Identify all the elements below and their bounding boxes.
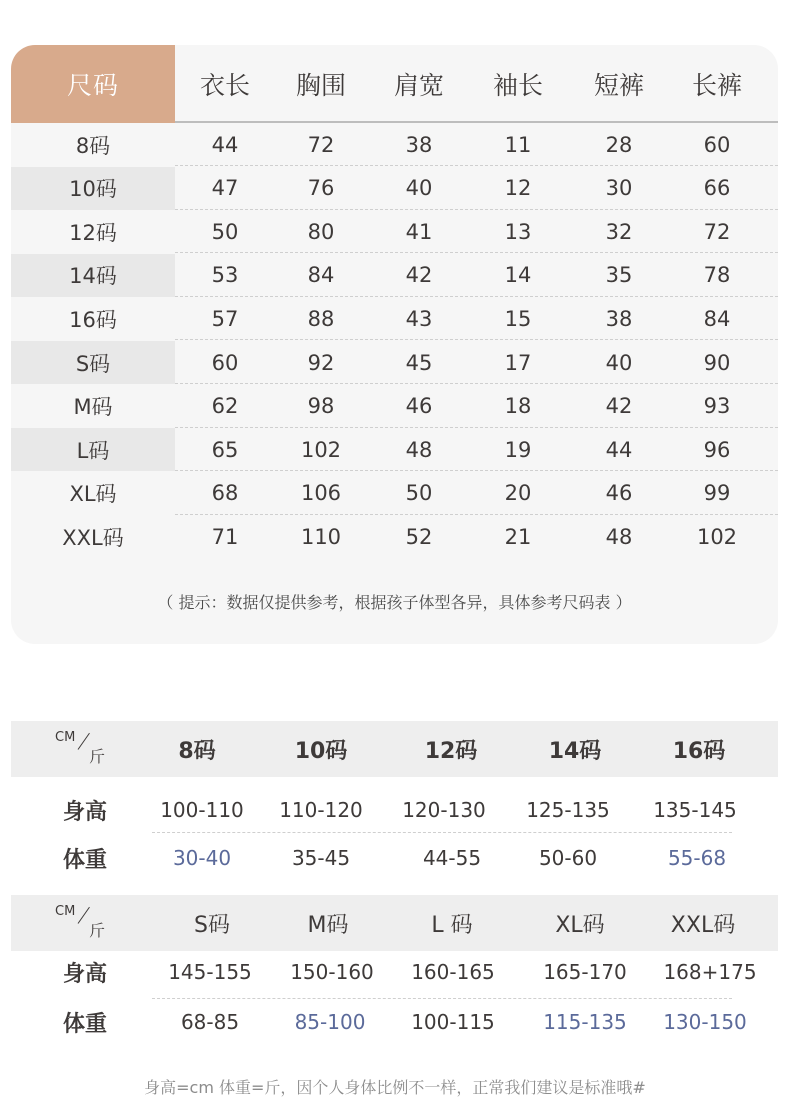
size-value-cell: 44 [211,132,239,157]
height-value: 145-155 [168,960,252,984]
size-row [11,254,778,297]
size-value-cell: 43 [405,306,433,331]
size-value-cell: 60 [703,132,731,157]
unit-jin: 斤 [89,747,106,766]
unit-cm: CM [55,730,76,745]
size-column-header: 16码 [672,738,726,764]
unit-mark [55,730,115,770]
size-value-cell: 15 [504,306,532,331]
size-row [11,297,778,340]
size-column-header: 12码 [424,738,478,764]
size-label: 16码 [69,307,117,332]
size-value-cell: 98 [307,394,335,419]
size-label: 10码 [11,167,175,210]
hw-table-1-height-row [11,786,778,834]
hw-table-2-weight-row [11,998,778,1046]
weight-label: 体重 [62,847,107,873]
height-value: 125-135 [526,798,610,822]
weight-value: 50-60 [538,846,598,870]
weight-value: 68-85 [180,1010,240,1034]
size-label: 14码 [11,254,175,297]
size-value-cell: 44 [605,437,633,462]
size-value-cell: 62 [211,394,239,419]
weight-value: 30-40 [172,846,232,870]
size-label: L码 [11,428,175,471]
size-value-cell: 13 [504,219,532,244]
unit-jin: 斤 [89,921,106,940]
size-value-cell: 28 [605,132,633,157]
size-value-cell: 80 [307,219,335,244]
hw-table-1-weight-row [11,834,778,882]
height-value: 120-130 [402,798,486,822]
hw-table-1-header [11,721,778,777]
size-value-cell: 96 [703,437,731,462]
size-value-cell: 42 [605,394,633,419]
size-column-header: L 码 [431,912,473,938]
size-value-cell: 47 [211,176,239,201]
hw-table-2-height-row [11,948,778,996]
size-value-cell: 60 [211,350,239,375]
size-value-cell: 110 [300,524,342,549]
unit-cm: CM [55,904,76,919]
size-value-cell: 35 [605,263,633,288]
size-value-cell: 50 [211,219,239,244]
height-value: 160-165 [411,960,495,984]
size-value-cell: 57 [211,306,239,331]
size-value-cell: 40 [405,176,433,201]
size-column-header: XXL码 [670,912,736,938]
size-row [11,167,778,210]
size-label: S码 [11,341,175,384]
column-header: 短裤 [593,71,644,100]
height-value: 100-110 [160,798,244,822]
size-value-cell: 46 [405,394,433,419]
size-value-cell: 84 [307,263,335,288]
size-value-cell: 46 [605,481,633,506]
size-column-header: 14码 [548,738,602,764]
size-value-cell: 19 [504,437,532,462]
size-value-cell: 99 [703,481,731,506]
size-row [11,472,778,515]
row-divider [152,832,732,833]
size-value-cell: 14 [504,263,532,288]
size-value-cell: 68 [211,481,239,506]
size-chart-note: （ 提示：数据仅提供参考，根据孩子体型各异，具体参考尺码表 ） [157,593,632,612]
height-value: 150-160 [290,960,374,984]
unit-mark [55,904,115,944]
size-value-cell: 11 [504,132,532,157]
weight-value: 85-100 [294,1010,366,1034]
column-header: 衣长 [199,71,250,100]
size-value-cell: 72 [307,132,335,157]
size-value-cell: 50 [405,481,433,506]
size-value-cell: 53 [211,263,239,288]
size-value-cell: 32 [605,219,633,244]
size-value-cell: 90 [703,350,731,375]
column-header: 袖长 [492,71,543,100]
size-label: XL码 [69,482,117,507]
height-label: 身高 [62,799,107,825]
size-value-cell: 21 [504,524,532,549]
size-label: 12码 [69,220,117,245]
weight-value: 44-55 [422,846,482,870]
size-value-cell: 78 [703,263,731,288]
size-value-cell: 76 [307,176,335,201]
size-row [11,385,778,428]
size-label: M码 [73,395,113,420]
size-row [11,210,778,253]
size-value-cell: 48 [405,437,433,462]
size-value-cell: 40 [605,350,633,375]
size-value-cell: 38 [405,132,433,157]
weight-label: 体重 [62,1011,107,1037]
footer-note: 身高=cm 体重=斤，因个人身体比例不一样，正常我们建议是标准哦# [144,1078,646,1097]
weight-value: 115-135 [543,1010,627,1034]
size-label: 8码 [75,133,111,158]
size-value-cell: 18 [504,394,532,419]
size-value-cell: 42 [405,263,433,288]
size-chart-header [11,45,778,123]
height-value: 165-170 [543,960,627,984]
size-value-cell: 52 [405,524,433,549]
size-value-cell: 65 [211,437,239,462]
size-value-cell: 92 [307,350,335,375]
size-value-cell: 72 [703,219,731,244]
height-value: 135-145 [653,798,737,822]
height-label: 身高 [62,961,107,987]
size-value-cell: 41 [405,219,433,244]
size-value-cell: 66 [703,176,731,201]
size-label: XXL码 [62,525,124,550]
size-value-cell: 102 [300,437,342,462]
size-value-cell: 48 [605,524,633,549]
size-value-cell: 102 [696,524,738,549]
size-value-cell: 71 [211,524,239,549]
size-value-cell: 17 [504,350,532,375]
size-value-cell: 84 [703,306,731,331]
column-header: 胸围 [295,71,346,100]
size-value-cell: 30 [605,176,633,201]
weight-value: 35-45 [291,846,351,870]
size-value-cell: 38 [605,306,633,331]
size-column-header: 10码 [294,738,348,764]
column-header: 长裤 [691,71,742,100]
size-value-cell: 12 [504,176,532,201]
size-value-cell: 93 [703,394,731,419]
size-value-cell: 45 [405,350,433,375]
size-chart-card [11,45,778,644]
weight-value: 55-68 [667,846,727,870]
size-row [11,123,778,166]
size-column-header: XL码 [555,912,605,938]
weight-value: 130-150 [663,1010,747,1034]
size-value-cell: 88 [307,306,335,331]
weight-value: 100-115 [411,1010,495,1034]
size-column-header: 8码 [178,738,216,764]
size-row [11,515,778,558]
height-value: 110-120 [279,798,363,822]
size-value-cell: 20 [504,481,532,506]
size-column-header: S码 [194,912,230,938]
hw-table-2-header [11,895,778,951]
size-row [11,341,778,384]
size-row [11,428,778,471]
column-header: 肩宽 [393,71,444,100]
height-value: 168+175 [663,960,757,984]
size-column-header: M码 [307,912,349,938]
size-header-label: 尺码 [11,45,175,123]
size-value-cell: 106 [300,481,342,506]
